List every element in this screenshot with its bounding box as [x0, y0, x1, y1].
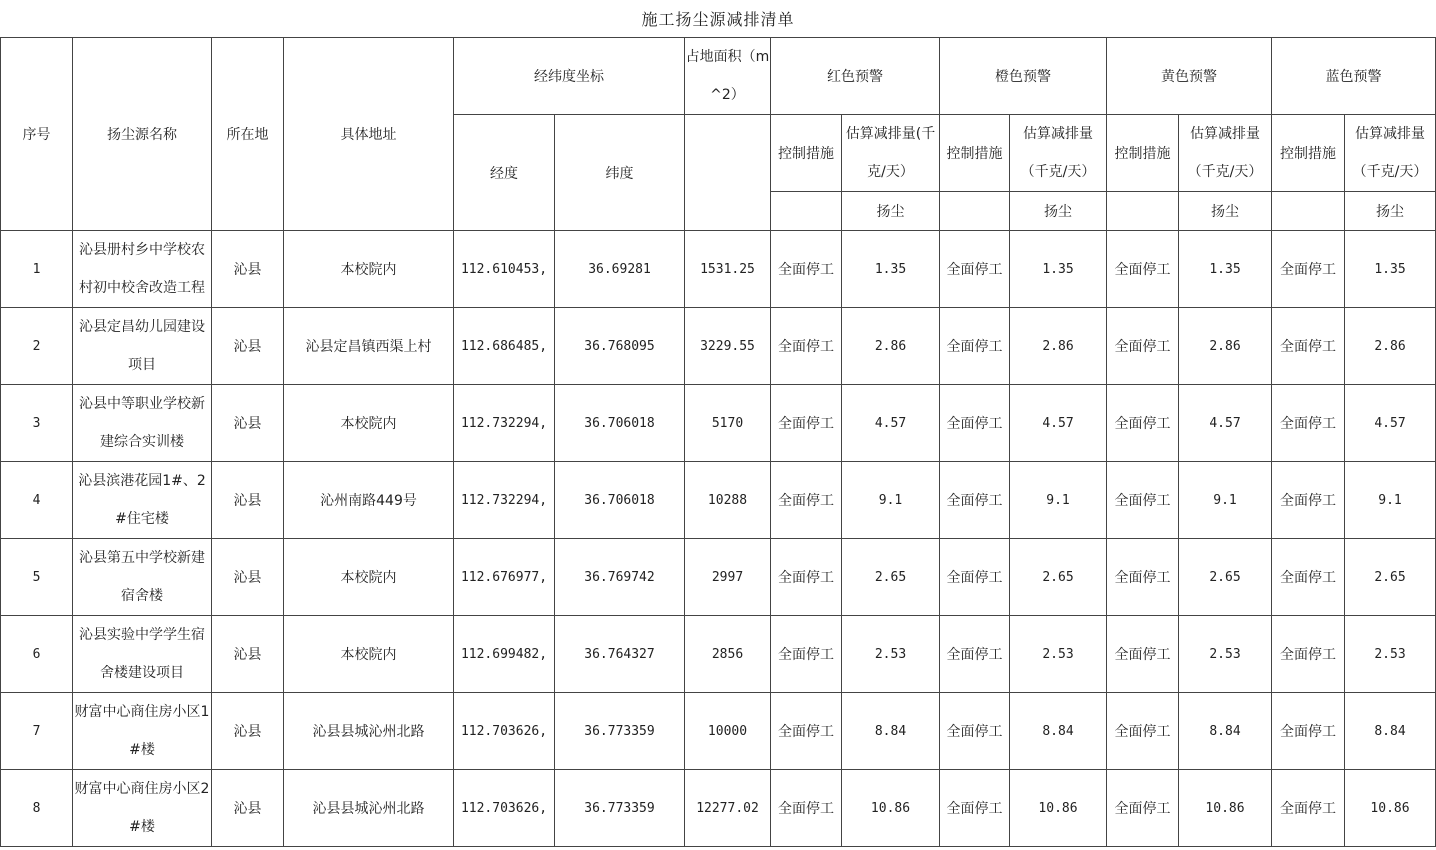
- cell-orange-control: 全面停工: [940, 616, 1010, 693]
- cell-blue-estimate: 2.86: [1345, 308, 1436, 385]
- cell-red-estimate: 10.86: [842, 770, 940, 847]
- cell-name: 沁县第五中学校新建宿舍楼: [73, 539, 212, 616]
- cell-yellow-control: 全面停工: [1107, 462, 1179, 539]
- cell-longitude: 112.732294,: [454, 462, 555, 539]
- cell-orange-estimate: 1.35: [1010, 231, 1107, 308]
- cell-location: 沁县: [212, 308, 284, 385]
- table-row: [1, 231, 1436, 308]
- cell-longitude: 112.676977,: [454, 539, 555, 616]
- cell-name: 沁县册村乡中学校农村初中校舍改造工程: [73, 231, 212, 308]
- cell-name: 财富中心商住房小区2#楼: [73, 770, 212, 847]
- header-yellow-blank: [1107, 192, 1179, 231]
- cell-red-estimate: 2.53: [842, 616, 940, 693]
- cell-red-control: 全面停工: [771, 616, 842, 693]
- cell-blue-estimate: 9.1: [1345, 462, 1436, 539]
- cell-yellow-control: 全面停工: [1107, 616, 1179, 693]
- header-area: 占地面积（m^2）: [685, 38, 771, 115]
- cell-blue-control: 全面停工: [1272, 462, 1345, 539]
- header-blue-blank: [1272, 192, 1345, 231]
- cell-yellow-estimate: 2.65: [1179, 539, 1272, 616]
- cell-orange-estimate: 2.86: [1010, 308, 1107, 385]
- cell-latitude: 36.764327: [555, 616, 685, 693]
- cell-red-estimate: 2.86: [842, 308, 940, 385]
- cell-orange-control: 全面停工: [940, 385, 1010, 462]
- cell-yellow-control: 全面停工: [1107, 231, 1179, 308]
- header-coords: 经纬度坐标: [454, 38, 685, 115]
- cell-longitude: 112.699482,: [454, 616, 555, 693]
- cell-red-control: 全面停工: [771, 770, 842, 847]
- cell-address: 沁县县城沁州北路: [284, 770, 454, 847]
- cell-blue-control: 全面停工: [1272, 770, 1345, 847]
- header-orange-control: 控制措施: [940, 115, 1010, 192]
- header-yellow-control: 控制措施: [1107, 115, 1179, 192]
- cell-name: 沁县实验中学学生宿舍楼建设项目: [73, 616, 212, 693]
- cell-yellow-estimate: 1.35: [1179, 231, 1272, 308]
- cell-blue-control: 全面停工: [1272, 308, 1345, 385]
- cell-latitude: 36.773359: [555, 693, 685, 770]
- cell-area: 10000: [685, 693, 771, 770]
- header-yellow-estimate: 估算减排量（千克/天）: [1179, 115, 1272, 192]
- cell-orange-control: 全面停工: [940, 693, 1010, 770]
- cell-area: 2856: [685, 616, 771, 693]
- cell-address: 本校院内: [284, 231, 454, 308]
- table-row: [1, 462, 1436, 539]
- cell-red-estimate: 9.1: [842, 462, 940, 539]
- header-orange-estimate: 估算减排量（千克/天）: [1010, 115, 1107, 192]
- cell-name: 沁县定昌幼儿园建设项目: [73, 308, 212, 385]
- cell-latitude: 36.706018: [555, 385, 685, 462]
- cell-red-control: 全面停工: [771, 462, 842, 539]
- cell-orange-control: 全面停工: [940, 231, 1010, 308]
- table-row: [1, 539, 1436, 616]
- header-blue: 蓝色预警: [1272, 38, 1436, 115]
- cell-blue-estimate: 2.53: [1345, 616, 1436, 693]
- cell-yellow-control: 全面停工: [1107, 385, 1179, 462]
- cell-seq: 4: [1, 462, 73, 539]
- cell-orange-estimate: 8.84: [1010, 693, 1107, 770]
- cell-area: 12277.02: [685, 770, 771, 847]
- cell-address: 本校院内: [284, 616, 454, 693]
- cell-blue-estimate: 4.57: [1345, 385, 1436, 462]
- cell-longitude: 112.610453,: [454, 231, 555, 308]
- header-orange: 橙色预警: [940, 38, 1107, 115]
- cell-latitude: 36.769742: [555, 539, 685, 616]
- cell-yellow-estimate: 9.1: [1179, 462, 1272, 539]
- cell-location: 沁县: [212, 770, 284, 847]
- cell-name: 沁县中等职业学校新建综合实训楼: [73, 385, 212, 462]
- cell-latitude: 36.773359: [555, 770, 685, 847]
- header-row-1: [1, 38, 1436, 115]
- cell-longitude: 112.703626,: [454, 693, 555, 770]
- table-row: [1, 385, 1436, 462]
- cell-blue-estimate: 10.86: [1345, 770, 1436, 847]
- cell-blue-control: 全面停工: [1272, 693, 1345, 770]
- cell-address: 沁县定昌镇西渠上村: [284, 308, 454, 385]
- cell-longitude: 112.703626,: [454, 770, 555, 847]
- cell-blue-estimate: 1.35: [1345, 231, 1436, 308]
- cell-address: 沁县县城沁州北路: [284, 693, 454, 770]
- cell-seq: 7: [1, 693, 73, 770]
- cell-yellow-estimate: 2.86: [1179, 308, 1272, 385]
- cell-orange-control: 全面停工: [940, 770, 1010, 847]
- cell-red-control: 全面停工: [771, 231, 842, 308]
- cell-red-control: 全面停工: [771, 308, 842, 385]
- cell-area: 2997: [685, 539, 771, 616]
- cell-longitude: 112.686485,: [454, 308, 555, 385]
- cell-location: 沁县: [212, 616, 284, 693]
- cell-blue-control: 全面停工: [1272, 616, 1345, 693]
- header-area-blank: [685, 115, 771, 231]
- page-title: 施工扬尘源减排清单: [641, 10, 795, 29]
- cell-yellow-control: 全面停工: [1107, 770, 1179, 847]
- cell-yellow-estimate: 10.86: [1179, 770, 1272, 847]
- cell-location: 沁县: [212, 693, 284, 770]
- cell-blue-control: 全面停工: [1272, 539, 1345, 616]
- cell-blue-estimate: 2.65: [1345, 539, 1436, 616]
- cell-seq: 5: [1, 539, 73, 616]
- header-red-estimate: 估算减排量(千克/天）: [842, 115, 940, 192]
- cell-yellow-control: 全面停工: [1107, 308, 1179, 385]
- header-lat: 纬度: [555, 115, 685, 231]
- cell-orange-estimate: 2.53: [1010, 616, 1107, 693]
- cell-area: 1531.25: [685, 231, 771, 308]
- table-row: [1, 616, 1436, 693]
- cell-red-control: 全面停工: [771, 539, 842, 616]
- cell-area: 5170: [685, 385, 771, 462]
- cell-seq: 3: [1, 385, 73, 462]
- cell-yellow-control: 全面停工: [1107, 693, 1179, 770]
- header-yellow: 黄色预警: [1107, 38, 1272, 115]
- cell-blue-control: 全面停工: [1272, 385, 1345, 462]
- cell-location: 沁县: [212, 231, 284, 308]
- cell-red-estimate: 4.57: [842, 385, 940, 462]
- table-row: [1, 693, 1436, 770]
- header-lon: 经度: [454, 115, 555, 231]
- cell-orange-control: 全面停工: [940, 308, 1010, 385]
- cell-latitude: 36.706018: [555, 462, 685, 539]
- header-blue-estimate: 估算减排量（千克/天）: [1345, 115, 1436, 192]
- cell-orange-control: 全面停工: [940, 462, 1010, 539]
- cell-latitude: 36.768095: [555, 308, 685, 385]
- cell-location: 沁县: [212, 539, 284, 616]
- cell-area: 10288: [685, 462, 771, 539]
- cell-seq: 6: [1, 616, 73, 693]
- header-red-blank: [771, 192, 842, 231]
- cell-red-control: 全面停工: [771, 385, 842, 462]
- header-blue-control: 控制措施: [1272, 115, 1345, 192]
- header-name: 扬尘源名称: [73, 38, 212, 231]
- cell-seq: 2: [1, 308, 73, 385]
- table-row: [1, 308, 1436, 385]
- cell-orange-control: 全面停工: [940, 539, 1010, 616]
- cell-red-estimate: 8.84: [842, 693, 940, 770]
- cell-name: 财富中心商住房小区1#楼: [73, 693, 212, 770]
- header-address: 具体地址: [284, 38, 454, 231]
- cell-name: 沁县滨港花园1#、2#住宅楼: [73, 462, 212, 539]
- cell-blue-estimate: 8.84: [1345, 693, 1436, 770]
- cell-yellow-estimate: 4.57: [1179, 385, 1272, 462]
- cell-latitude: 36.69281: [555, 231, 685, 308]
- cell-orange-estimate: 4.57: [1010, 385, 1107, 462]
- cell-yellow-estimate: 2.53: [1179, 616, 1272, 693]
- header-red: 红色预警: [771, 38, 940, 115]
- cell-address: 本校院内: [284, 539, 454, 616]
- cell-red-estimate: 1.35: [842, 231, 940, 308]
- header-location: 所在地: [212, 38, 284, 231]
- cell-orange-estimate: 10.86: [1010, 770, 1107, 847]
- header-red-control: 控制措施: [771, 115, 842, 192]
- cell-blue-control: 全面停工: [1272, 231, 1345, 308]
- cell-location: 沁县: [212, 462, 284, 539]
- header-red-dust: 扬尘: [842, 192, 940, 231]
- cell-address: 本校院内: [284, 385, 454, 462]
- table-row: [1, 770, 1436, 847]
- header-seq: 序号: [1, 38, 73, 231]
- header-orange-dust: 扬尘: [1010, 192, 1107, 231]
- header-blue-dust: 扬尘: [1345, 192, 1436, 231]
- cell-location: 沁县: [212, 385, 284, 462]
- cell-area: 3229.55: [685, 308, 771, 385]
- cell-address: 沁州南路449号: [284, 462, 454, 539]
- cell-red-control: 全面停工: [771, 693, 842, 770]
- cell-longitude: 112.732294,: [454, 385, 555, 462]
- cell-yellow-control: 全面停工: [1107, 539, 1179, 616]
- cell-orange-estimate: 2.65: [1010, 539, 1107, 616]
- emission-table: [0, 37, 1436, 847]
- cell-seq: 8: [1, 770, 73, 847]
- header-yellow-dust: 扬尘: [1179, 192, 1272, 231]
- cell-yellow-estimate: 8.84: [1179, 693, 1272, 770]
- cell-orange-estimate: 9.1: [1010, 462, 1107, 539]
- cell-red-estimate: 2.65: [842, 539, 940, 616]
- header-orange-blank: [940, 192, 1010, 231]
- cell-seq: 1: [1, 231, 73, 308]
